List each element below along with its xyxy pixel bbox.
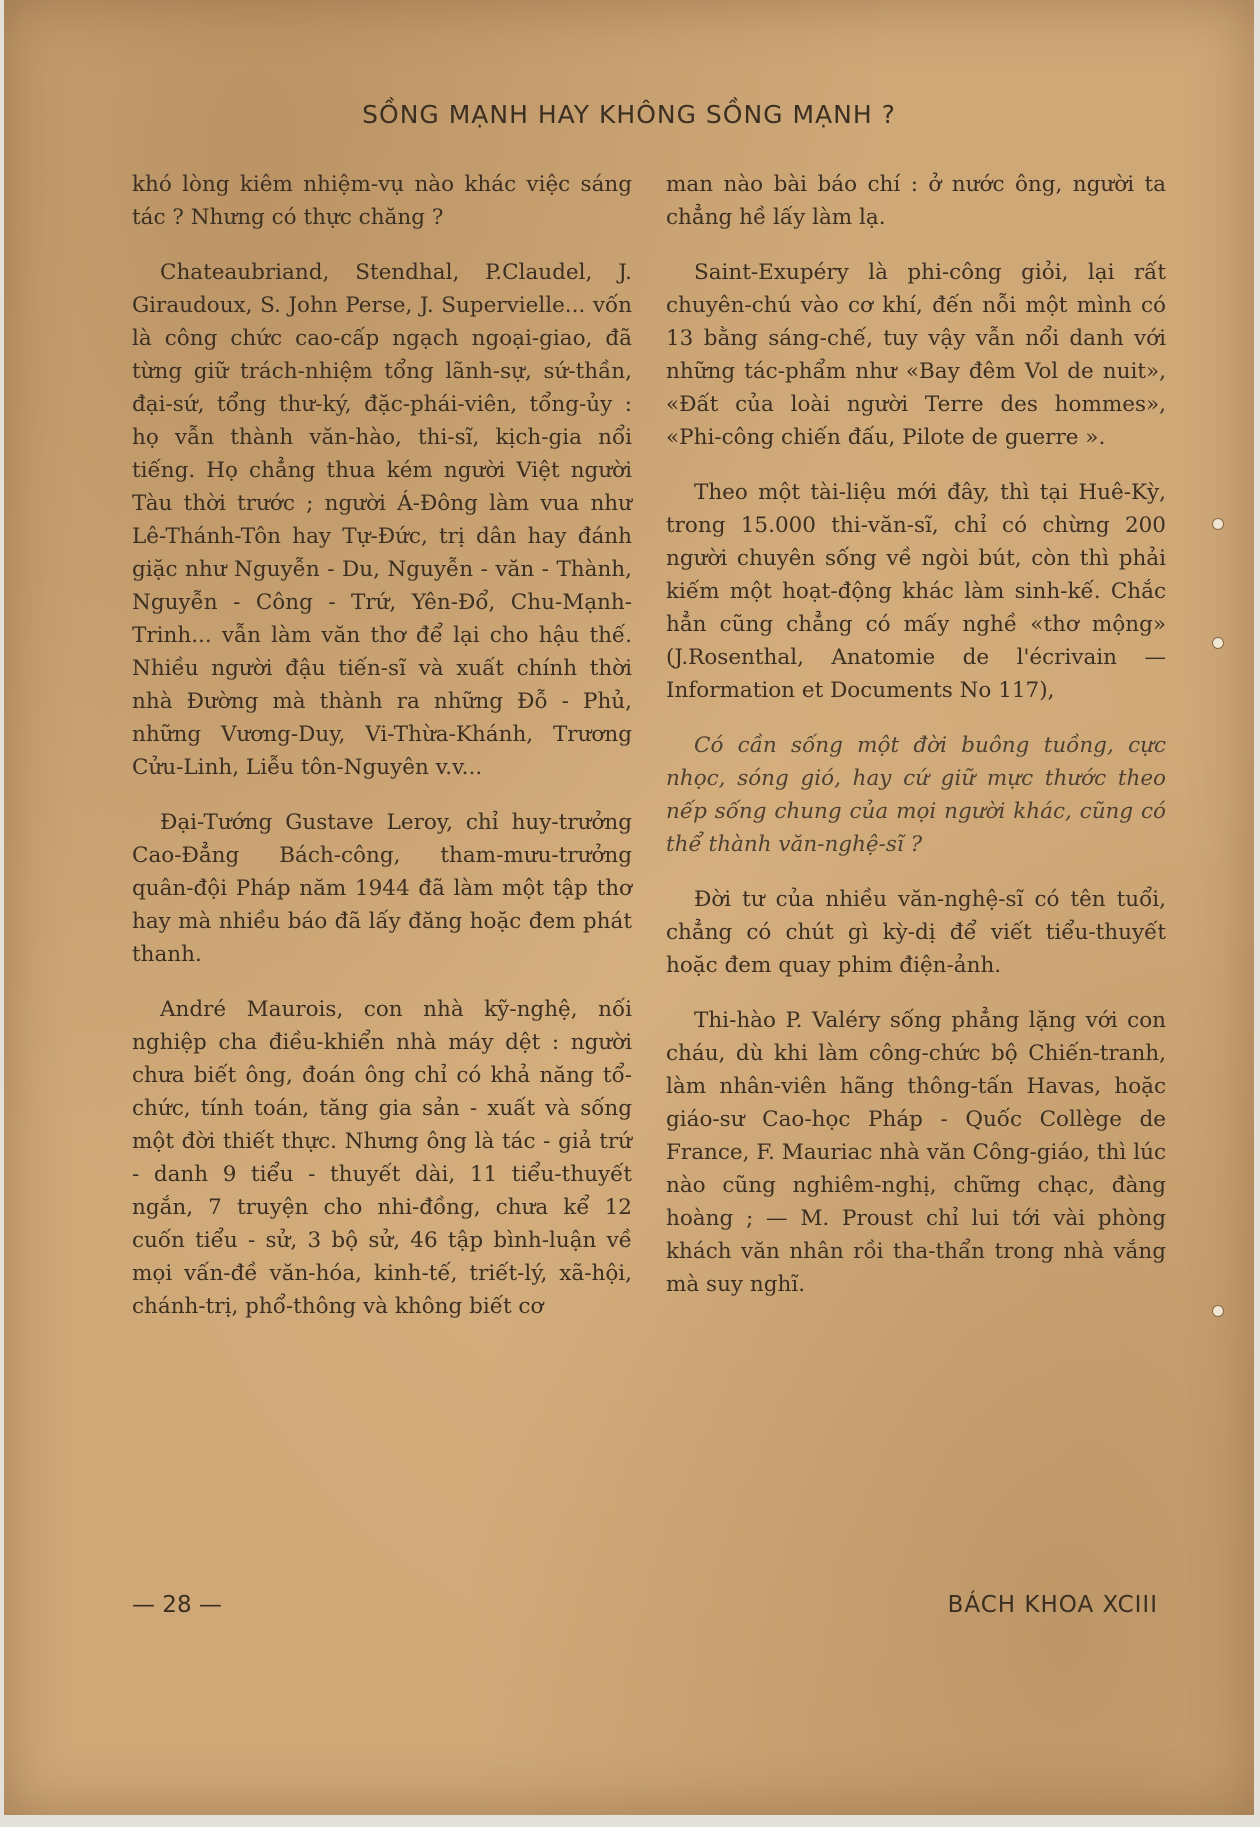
binding-hole-mark: [1212, 1305, 1224, 1317]
paragraph: Đại-Tướng Gustave Leroy, chỉ huy-trưởng Cao-Đẳng Bách-công, tham-mưu-trưởng quân-đội Pháp năm 1944 đã làm một tập thơ hay mà nhiều báo đã lấy đăng hoặc đem phát thanh.: [132, 810, 632, 967]
paragraph: Chateaubriand, Stendhal, P.Claudel, J. Giraudoux, S. John Perse, J. Supervielle... vốn là công chức cao-cấp ngạch ngoại-giao, đã từng giữ trách-nhiệm tổng lãnh-sự, sứ-thần, đại-sứ, tổng thư-ký, đặc-phái-viên, tổng-ủy : họ vẫn thành văn-hào, thi-sĩ, kịch-gia nổi tiếng. Họ chẳng thua kém người Việt người Tàu thời trước ; người Á-Đông làm vua như Lê-Thánh-Tôn hay Tự-Đức, trị dân hay đánh giặc như Nguyễn - Du, Nguyễn - văn - Thành, Nguyễn - Công - Trứ, Yên-Đổ, Chu-Mạnh-Trinh... vẫn làm văn thơ để lại cho hậu thế. Nhiều người đậu tiến-sĩ và xuất chính thời nhà Đường mà thành ra những Đỗ - Phủ, những Vương-Duy, Vi-Thừa-Khánh, Trương Cửu-Linh, Liễu tôn-Nguyên v.v...: [132, 260, 632, 780]
binding-hole-mark: [1212, 518, 1224, 530]
running-title: SỒNG MẠNH HAY KHÔNG SỒNG MẠNH ?: [362, 100, 896, 129]
italic-question: Có cần sống một đời buông tuồng, cực nhọc, sóng gió, hay cứ giữ mực thước theo nếp sống chung của mọi người khác, cũng có thể thành văn-nghệ-sĩ ?: [666, 733, 1166, 857]
paragraph: André Maurois, con nhà kỹ-nghệ, nối nghiệp cha điều-khiển nhà máy dệt : người chưa biết ông, đoán ông chỉ có khả năng tổ-chức, tính toán, tăng gia sản - xuất và sống một đời thiết thực. Nhưng ông là tác - giả trứ - danh 9 tiểu - thuyết dài, 11 tiểu-thuyết ngắn, 7 truyện cho nhi-đồng, chưa kể 12 cuốn tiểu - sử, 3 bộ sử, 46 tập bình-luận về mọi vấn-đề văn-hóa, kinh-tế, triết-lý, xã-hội, chánh-trị, phổ-thông và không biết cơ: [132, 997, 632, 1319]
left-column: [132, 168, 632, 1345]
paragraph: Theo một tài-liệu mới đây, thì tại Huê-Kỳ, trong 15.000 thi-văn-sĩ, chỉ có chừng 200 người chuyên sống về ngòi bút, còn thì phải kiếm một hoạt-động khác làm sinh-kế. Chắc hẳn cũng chẳng có mấy nghề «thơ mộng» (J.Rosenthal, Anatomie de l'écrivain — Information et Documents No 117),: [666, 480, 1166, 703]
paragraph: Đời tư của nhiều văn-nghệ-sĩ có tên tuổi, chẳng có chút gì kỳ-dị để viết tiểu-thuyết hoặc đem quay phim điện-ảnh.: [666, 887, 1166, 978]
paragraph: Saint-Exupéry là phi-công giỏi, lại rất chuyên-chú vào cơ khí, đến nỗi một mình có 13 bằng sáng-chế, tuy vậy vẫn nổi danh với những tác-phẩm như «Bay đêm Vol de nuit», «Đất của loài người Terre des hommes», «Phi-công chiến đấu, Pilote de guerre ».: [666, 260, 1166, 450]
right-column: [666, 168, 1166, 1323]
paragraph: Thi-hào P. Valéry sống phẳng lặng với con cháu, dù khi làm công-chức bộ Chiến-tranh, làm nhân-viên hãng thông-tấn Havas, hoặc giáo-sư Cao-học Pháp - Quốc Collège de France, F. Mauriac nhà văn Công-giáo, thì lúc nào cũng nghiêm-nghị, chững chạc, đàng hoàng ; — M. Proust chỉ lui tới vài phòng khách văn nhân rồi tha-thẩn trong nhà vắng mà suy nghĩ.: [666, 1008, 1166, 1297]
publication-name: BÁCH KHOA XCIII: [947, 1592, 1158, 1618]
magazine-page: [4, 0, 1254, 1815]
paragraph: man nào bài báo chí : ở nước ông, người ta chẳng hề lấy làm lạ.: [666, 172, 1166, 230]
paragraph: khó lòng kiêm nhiệm-vụ nào khác việc sáng tác ? Nhưng có thực chăng ?: [132, 172, 632, 230]
page-number: — 28 —: [132, 1592, 222, 1618]
binding-hole-mark: [1212, 637, 1224, 649]
